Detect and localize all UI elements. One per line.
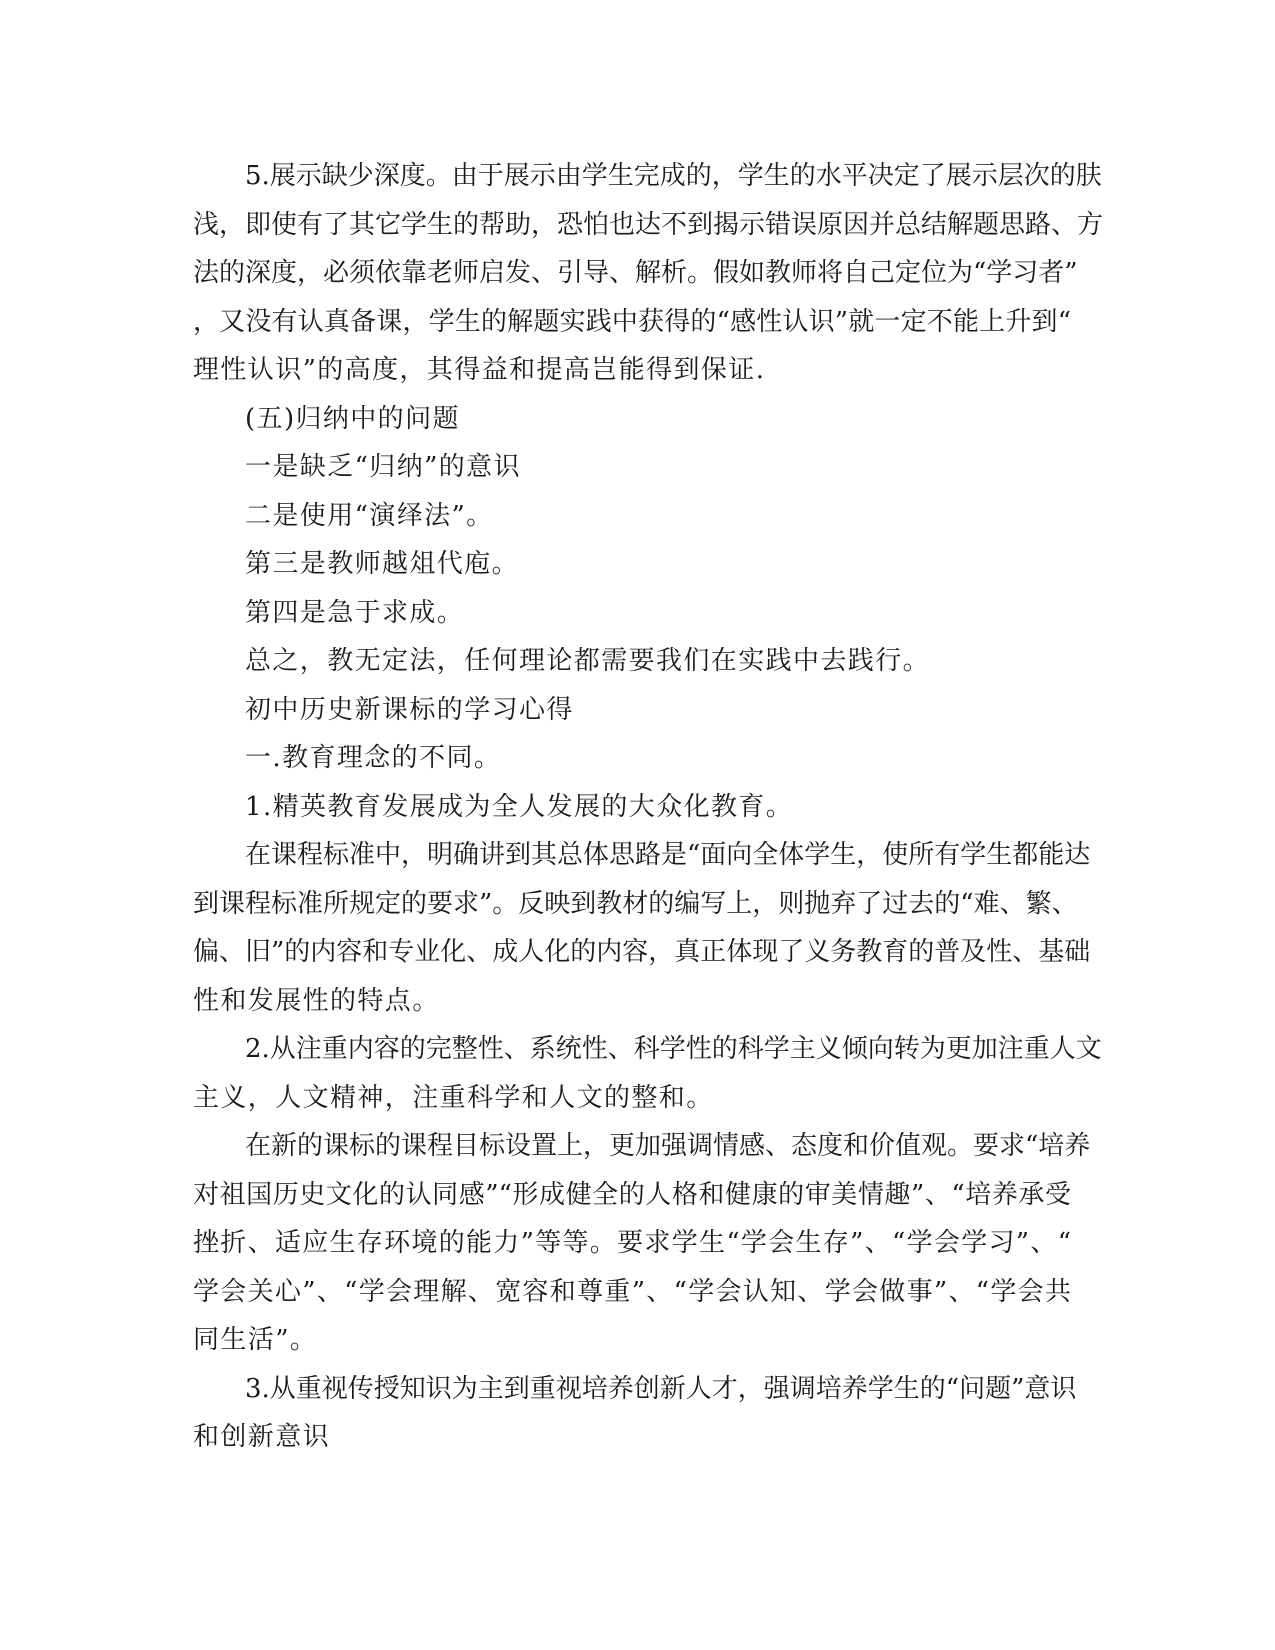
text-line: 浅，即使有了其它学生的帮助，恐怕也达不到揭示错误原因并总结解题思路、方 bbox=[193, 209, 1104, 240]
text-line: 和创新意识 bbox=[193, 1422, 331, 1452]
text-line: 5.展示缺少深度。由于展示由学生完成的，学生的水平决定了展示层次的肤 bbox=[245, 161, 1102, 191]
text-line: 对祖国历史文化的认同感”“形成健全的人格和健康的审美情趣”、“培养承受 bbox=[193, 1179, 1071, 1210]
text-line: 到课程标准所规定的要求”。反映到教材的编写上，则抛弃了过去的“难、繁、 bbox=[193, 888, 1078, 919]
list-item: 二是使用“演绎法”。 bbox=[245, 500, 494, 531]
paragraph-display-depth bbox=[193, 152, 1104, 395]
text-line: 在新的课标的课程目标设置上，更加强调情感、态度和价值观。要求“培养 bbox=[245, 1131, 1091, 1161]
subheading-item-1: 1.精英教育发展成为全人发展的大众化教育。 bbox=[245, 791, 794, 822]
section-heading-induction: (五)归纳中的问题 bbox=[245, 403, 460, 434]
text-line: 在课程标准中，明确讲到其总体思路是“面向全体学生，使所有学生都能达 bbox=[245, 840, 1091, 870]
text-line: 性和发展性的特点。 bbox=[193, 985, 440, 1016]
text-line: ，又没有认真备课，学生的解题实践中获得的“感性认识”就一定不能上升到“ bbox=[193, 306, 1071, 337]
conclusion-line: 总之，教无定法，任何理论都需要我们在实践中去践行。 bbox=[245, 646, 931, 676]
document-title: 初中历史新课标的学习心得 bbox=[245, 694, 574, 725]
text-line: 同生活”。 bbox=[193, 1325, 318, 1355]
list-item: 一是缺乏“归纳”的意识 bbox=[245, 452, 521, 482]
section-heading-philosophy: 一.教育理念的不同。 bbox=[245, 743, 502, 773]
text-line: 理性认识”的高度，其得益和提高岂能得到保证. bbox=[193, 355, 766, 385]
text-line: 2.从注重内容的完整性、系统性、科学性的科学主义倾向转为更加注重人文 bbox=[245, 1034, 1102, 1064]
paragraph-item-3 bbox=[193, 1365, 1077, 1462]
text-line: 主义，人文精神，注重科学和人文的整和。 bbox=[193, 1082, 714, 1113]
text-line: 法的深度，必须依靠老师启发、引导、解析。假如教师将自己定位为“学习者” bbox=[193, 258, 1078, 288]
paragraph-item-2 bbox=[193, 1025, 1102, 1122]
text-line: 偏、旧”的内容和专业化、成人化的内容，真正体现了义务教育的普及性、基础 bbox=[193, 937, 1091, 967]
text-line: 学会关心”、“学会理解、宽容和尊重”、“学会认知、学会做事”、“学会共 bbox=[193, 1276, 1071, 1307]
list-item: 第四是急于求成。 bbox=[245, 597, 465, 628]
text-line: 3.从重视传授知识为主到重视培养创新人才，强调培养学生的“问题”意识 bbox=[245, 1373, 1077, 1404]
document-page bbox=[193, 152, 1104, 1462]
paragraph-curriculum-goals bbox=[193, 1122, 1091, 1365]
text-line: 挫折、适应生存环境的能力”等等。要求学生“学会生存”、“学会学习”、“ bbox=[193, 1228, 1071, 1258]
paragraph-curriculum-standard bbox=[193, 831, 1091, 1025]
list-item: 第三是教师越俎代庖。 bbox=[245, 549, 520, 579]
